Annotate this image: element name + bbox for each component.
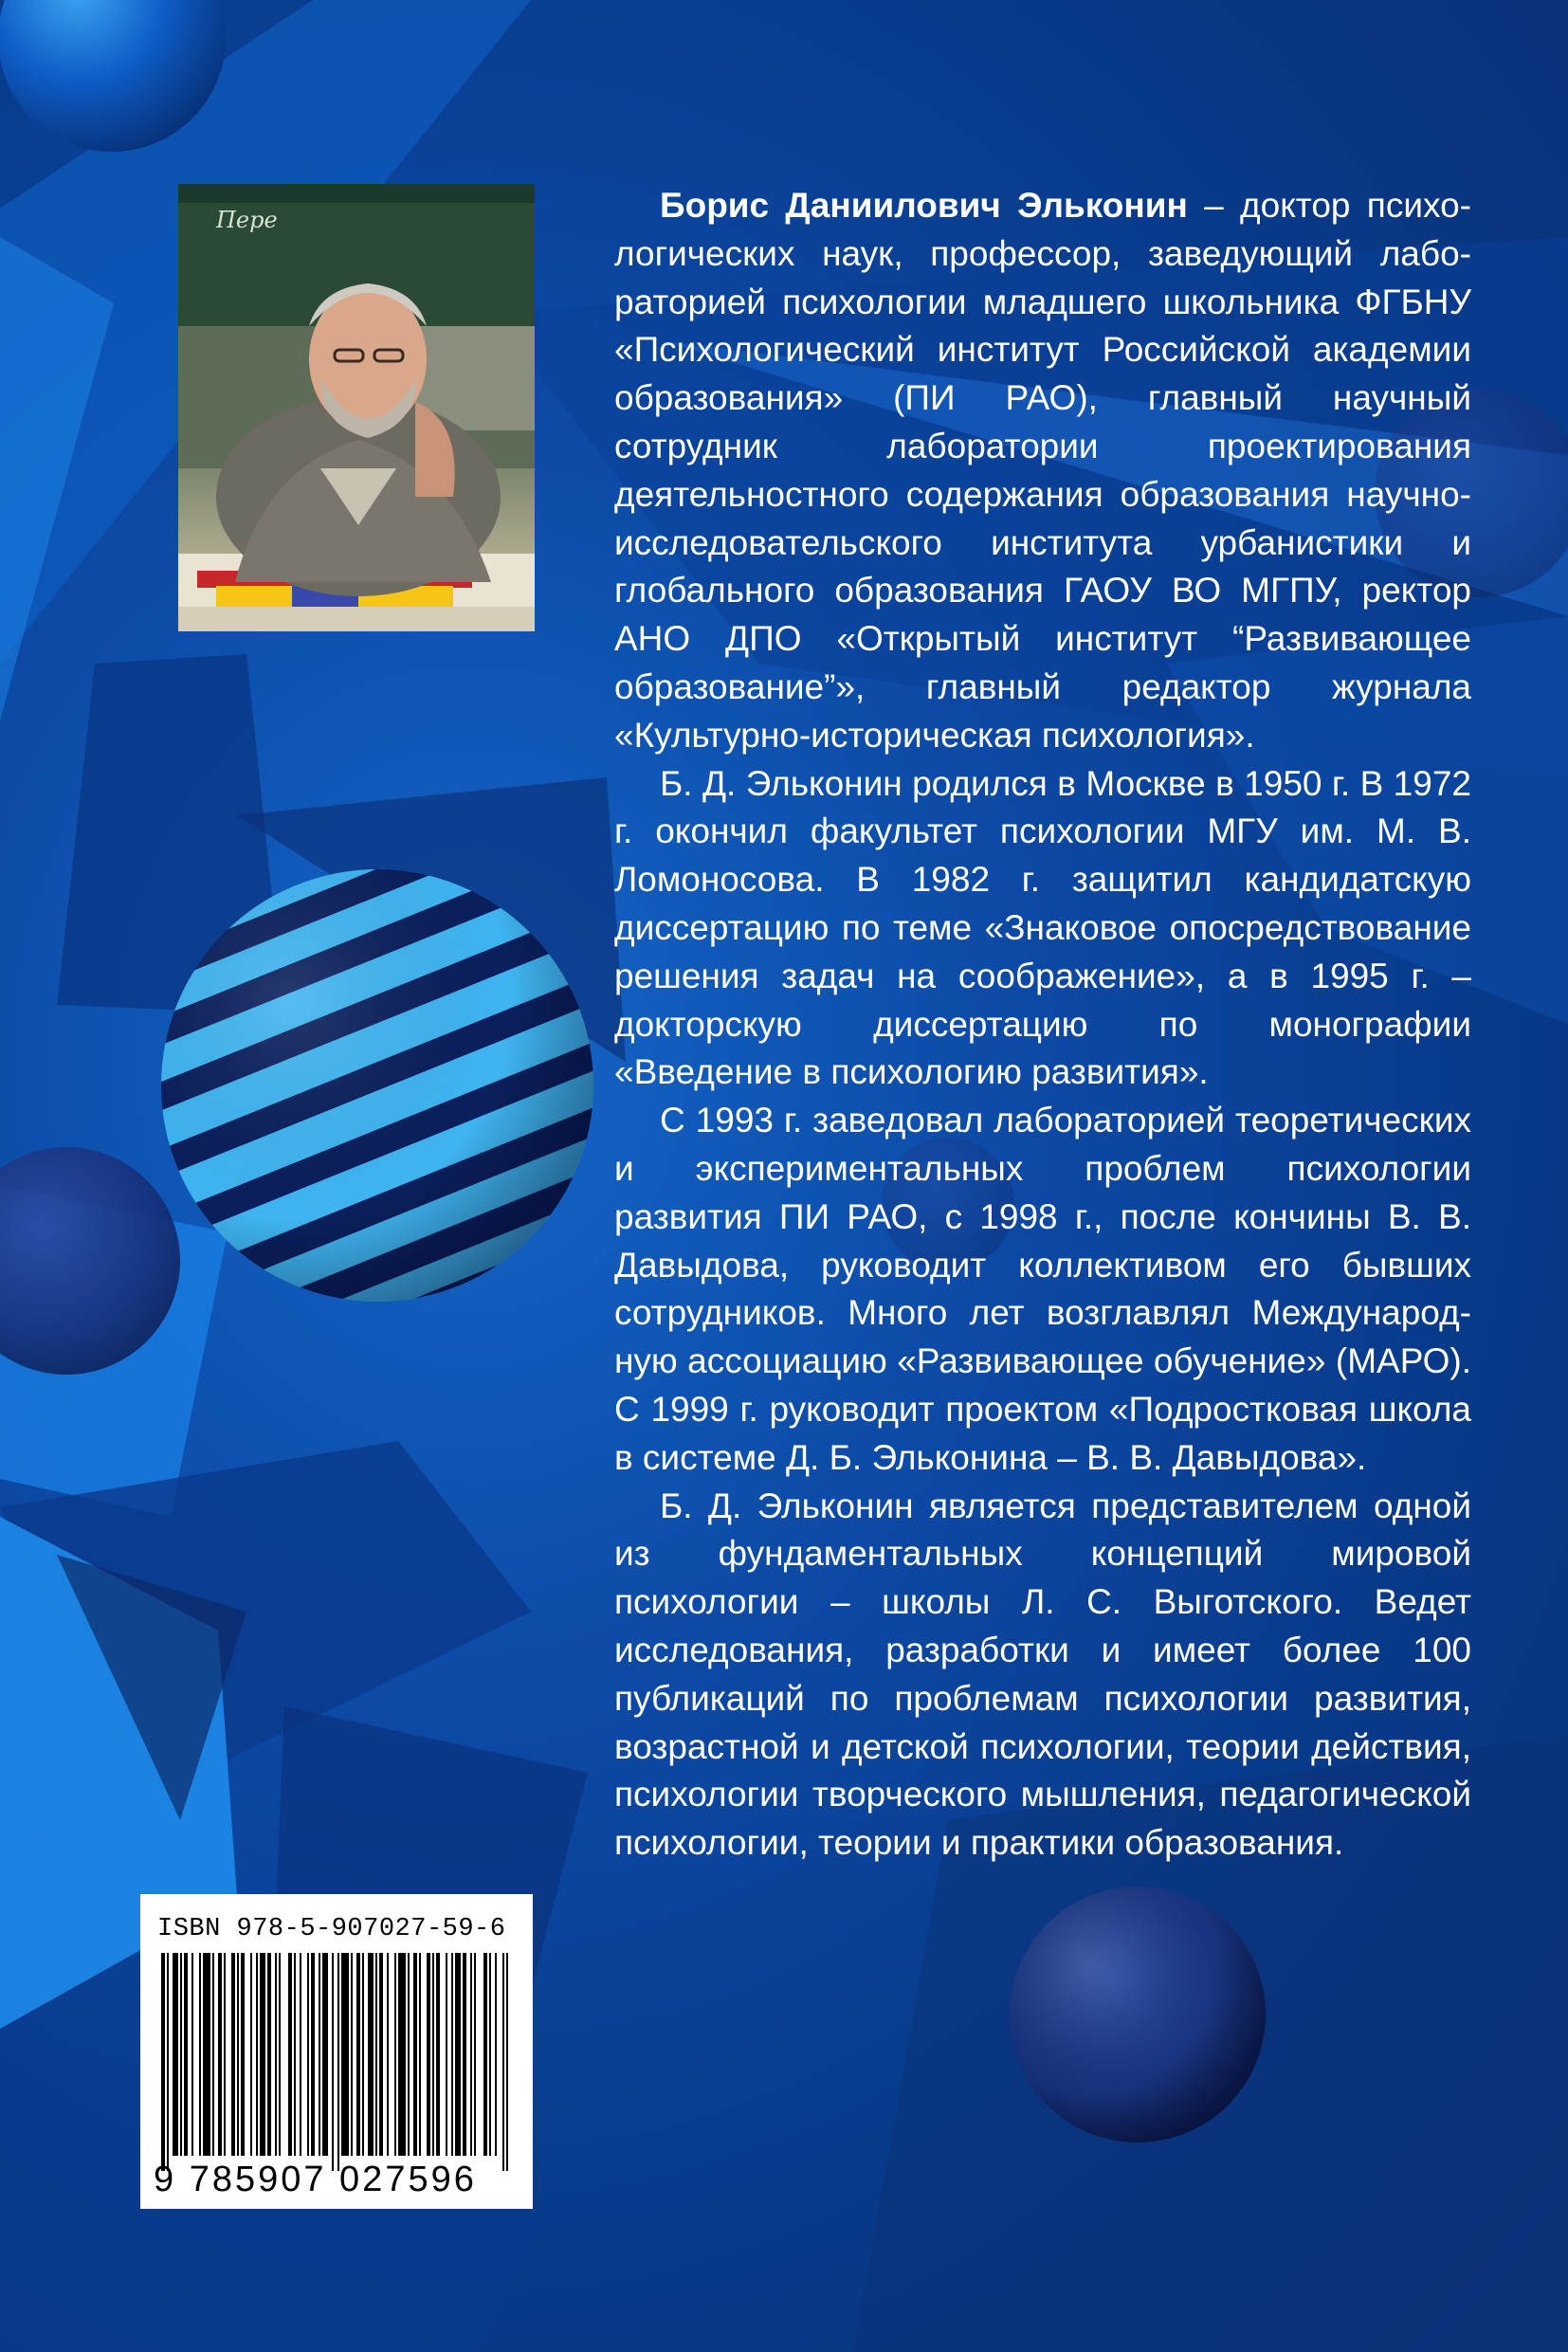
- bio-paragraph: Б. Д. Эльконин является представителем одной из фундаментальных концепций мировой психологии – школы Л. С. Выготского. Ведет исследования, разработки и имеет более 100 публикаций по проблемам психологии развития, возрастной и детской психологии, теории действия, психологии творческого мышления, педагогической психологии, теории и практики образования.: [614, 1486, 1471, 1863]
- barcode-bar: [495, 1953, 497, 2156]
- author-photo: [178, 184, 535, 631]
- barcode-bar: [483, 1953, 487, 2156]
- barcode-bar: [218, 1953, 222, 2156]
- barcode-bar: [419, 1953, 421, 2156]
- barcode-bar: [319, 1953, 320, 2156]
- barcode-bar: [351, 1953, 353, 2156]
- barcode-bar: [199, 1953, 201, 2156]
- barcode-bar: [184, 1953, 188, 2156]
- barcode-bar: [256, 1953, 258, 2156]
- barcode-bar: [180, 1953, 182, 2156]
- sphere-highlight: [1010, 1887, 1266, 2142]
- barcode-bar: [432, 1953, 434, 2156]
- barcode-bar: [375, 1953, 377, 2156]
- barcode-bar: [191, 1953, 193, 2156]
- barcode-bar: [427, 1953, 430, 2156]
- barcode-bar: [451, 1953, 453, 2156]
- barcode-bar: [337, 1953, 339, 2171]
- barcode-bar: [267, 1953, 271, 2156]
- barcode-bar: [394, 1953, 396, 2156]
- isbn-barcode-block: [140, 1894, 533, 2209]
- barcode-bar: [288, 1953, 292, 2156]
- barcode-bar: [356, 1953, 360, 2156]
- barcode-bar: [237, 1953, 239, 2156]
- barcode-bar: [231, 1953, 235, 2156]
- barcode-bar: [224, 1953, 226, 2156]
- barcode-bar: [260, 1953, 265, 2156]
- barcode-bar: [294, 1953, 296, 2156]
- barcode-bar: [387, 1953, 389, 2156]
- barcode-bar: [241, 1953, 245, 2156]
- barcode-bar: [322, 1953, 328, 2156]
- barcode-bar: [161, 1953, 165, 2171]
- barcode-bar: [300, 1953, 301, 2156]
- barcode-bar: [470, 1953, 472, 2156]
- barcode: [161, 1953, 508, 2171]
- barcode-bar: [455, 1953, 461, 2156]
- barcode-bar: [506, 1953, 508, 2171]
- author-name: Борис Даниилович Эльконин: [660, 186, 1188, 225]
- bio-paragraph: С 1993 г. заведовал лабораторией теоретических и экспериментальных проблем психологии развития ПИ РАО, с 1998 г., после кончины В. В. Давыдова, руководит коллективом его бывших сотрудников. Много лет возглавлял Международную ассоциацию «Развивающее обучение» (МАРО). С 1999 г. руководит проектом «Подростковая школа в системе Д. Б. Эльконина – В. В. Давыдова».: [614, 1101, 1471, 1477]
- barcode-bar: [368, 1953, 374, 2156]
- barcode-bar: [341, 1953, 349, 2156]
- isbn-label: ISBN 978-5-907027-59-6: [157, 1915, 506, 1943]
- barcode-bar: [250, 1953, 252, 2156]
- barcode-bar: [203, 1953, 210, 2156]
- barcode-digits: 9 785907 027596: [154, 2160, 477, 2199]
- bio-paragraph: [614, 182, 1471, 760]
- barcode-bar: [173, 1953, 178, 2156]
- barcode-bar: [332, 1953, 334, 2171]
- barcode-bar: [408, 1953, 410, 2156]
- barcode-bar: [307, 1953, 309, 2156]
- barcode-bar: [413, 1953, 417, 2156]
- barcode-bar: [279, 1953, 281, 2156]
- barcode-bar: [502, 1953, 504, 2171]
- barcode-bar: [275, 1953, 277, 2156]
- barcode-bar: [489, 1953, 491, 2156]
- barcode-bar: [379, 1953, 383, 2156]
- bio-paragraph-1-text: – доктор психологических наук, профессор, заведующий лабораторией психологии младшего школьника ФГБНУ «Психологический институт Российской академии образования» (ПИ РАО), главный научный сотрудник лаборатории проектирования деятельностного содержания образования научно-исследовательского института урбанистики и глобального образования ГАОУ ВО МГПУ, ректор АНО ДПО «Открытый институт “Развивающее образование”», главный редактор журнала «Культурно-историческая психология».: [614, 186, 1471, 755]
- barcode-bar: [463, 1953, 466, 2156]
- barcode-bar: [167, 1953, 169, 2171]
- barcode-bar: [436, 1953, 440, 2156]
- barcode-bar: [446, 1953, 447, 2156]
- barcode-bar: [311, 1953, 315, 2156]
- barcode-bar: [398, 1953, 406, 2156]
- barcode-bar: [362, 1953, 364, 2156]
- author-portrait: [178, 184, 535, 631]
- author-biography: [614, 182, 1471, 1868]
- bio-paragraph: Б. Д. Эльконин родился в Москве в 1950 г. В 1972 г. окончил факультет психологии МГУ им. М. В. Ломоносова. В 1982 г. защитил кандидатскую диссертацию по теме «Знаковое опосредствование решения задач на соображение», а в 1995 г. – докторскую диссертацию по монографии «Введение в психологию развития».: [614, 763, 1471, 1092]
- board-writing: Пере: [216, 207, 278, 233]
- barcode-bar: [474, 1953, 476, 2156]
- barcode-bar: [212, 1953, 214, 2156]
